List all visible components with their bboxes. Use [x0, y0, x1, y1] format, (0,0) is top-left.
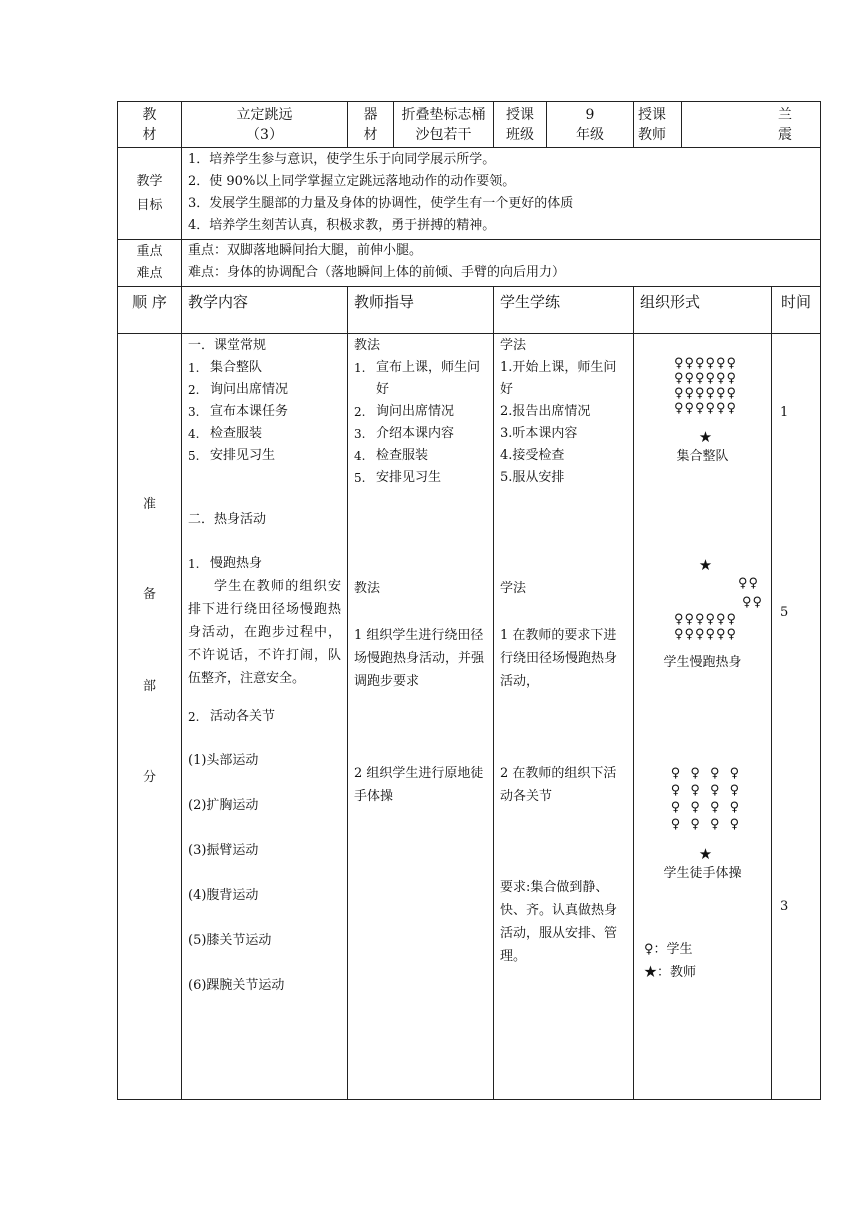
- section-char: 分: [142, 770, 156, 785]
- preparation-row: [118, 334, 821, 1100]
- material-value: 立定跳远 （3）: [182, 102, 348, 148]
- list-item: 5.服从安排: [500, 470, 565, 485]
- formation-label: 学生徒手体操: [663, 866, 742, 881]
- col-organization: 组织形式: [634, 287, 772, 334]
- student-column: [494, 334, 634, 1100]
- teacher-column: [348, 334, 494, 1100]
- exercise-item: (5)膝关节运动: [188, 933, 272, 948]
- key-point: 重点：双脚落地瞬间抬大腿，前伸小腿。: [188, 243, 423, 258]
- list-item: 2.报告出席情况: [500, 404, 591, 419]
- section-char: 备: [142, 587, 156, 602]
- list-item: 1.开始上课，师生问好: [500, 360, 617, 397]
- exercise-formation: [634, 765, 771, 885]
- organization-column: [634, 334, 772, 1100]
- formation-label: 集合整队: [676, 449, 729, 464]
- student-row: ♀ ♀ ♀ ♀: [670, 800, 741, 815]
- warmup-heading: 二．热身活动: [188, 512, 267, 527]
- equipment-value: 折叠垫标志桶 沙包若干: [394, 102, 494, 148]
- student-row: ♀ ♀ ♀ ♀: [670, 766, 741, 781]
- difficulty: 难点：身体的协调配合（落地瞬间上体的前倾、手臂的向后用力）: [188, 265, 566, 280]
- keypoints-row: [118, 240, 821, 287]
- goals-list: [182, 148, 821, 240]
- lesson-plan-table: [117, 101, 821, 1100]
- list-item: 5. 安排见习生: [188, 448, 276, 463]
- student-pair: ♀♀: [741, 595, 763, 610]
- student-row: ♀ ♀ ♀ ♀: [670, 783, 741, 798]
- teacher-joints: 2 组织学生进行原地徒手体操: [354, 766, 484, 804]
- student-row: ♀♀♀♀♀♀: [673, 356, 737, 371]
- list-item: 1. 集合整队: [188, 360, 263, 375]
- exercise-item: (6)踝腕关节运动: [188, 978, 285, 993]
- goal-item: 3．发展学生腿部的力量及身体的协调性，使学生有一个更好的体质: [188, 196, 574, 211]
- teaching-method: 教法: [354, 338, 381, 353]
- goal-item: 1．培养学生参与意识，使学生乐于向同学展示所学。: [188, 152, 496, 167]
- time-column: [772, 334, 821, 1100]
- class-label: 授课 班级: [494, 102, 547, 148]
- time-value: 5: [780, 605, 789, 620]
- section-char: 准: [142, 497, 156, 512]
- jog-title: 1. 慢跑热身: [188, 556, 263, 571]
- goal-item: 2．使 90%以上同学掌握立定跳远落地动作的动作要领。: [188, 174, 516, 189]
- student-requirement: 要求:集合做到静、快、齐。认真做热身活动，服从安排、管理。: [500, 880, 618, 964]
- keypoints-label: 重点 难点: [118, 240, 182, 287]
- col-teacher: 教师指导: [348, 287, 494, 334]
- student-row: ♀♀♀♀♀♀: [673, 401, 737, 416]
- col-content: 教学内容: [182, 287, 348, 334]
- teacher-value: 兰 震: [682, 102, 821, 148]
- learning-method: 学法: [500, 581, 527, 596]
- keypoints-text: [182, 240, 821, 287]
- legend-teacher: ★：教师: [644, 965, 697, 980]
- header-row: [118, 102, 821, 148]
- jog-formation: [634, 556, 771, 674]
- time-value: 1: [780, 405, 789, 420]
- list-item: 3. 宣布本课任务: [188, 404, 289, 419]
- teacher-star: ★: [698, 845, 713, 863]
- equipment-label: 器 材: [348, 102, 394, 148]
- list-item: 4.接受检查: [500, 448, 565, 463]
- material-label: 教 材: [118, 102, 182, 148]
- jog-description: 学生在教师的组织安排下进行绕田径场慢跑热身活动，在跑步过程中，不许说话，不许打闹，队伍整齐，注意安全。: [188, 579, 341, 686]
- student-joints: 2 在教师的组织下活动各关节: [500, 766, 617, 804]
- col-student: 学生学练: [494, 287, 634, 334]
- list-item: 5. 安排见习生: [354, 470, 442, 485]
- list-item: 2. 询问出席情况: [188, 382, 289, 397]
- exercise-item: (1)头部运动: [188, 753, 259, 768]
- exercise-item: (4)腹背运动: [188, 888, 259, 903]
- list-item: 4. 检查服装: [188, 426, 263, 441]
- list-item: 1. 宣布上课，师生问好: [354, 360, 481, 397]
- goals-label: 教学 目标: [118, 148, 182, 240]
- col-order: 顺 序: [118, 287, 182, 334]
- section-label: [118, 334, 182, 1100]
- teacher-star: ★: [698, 556, 713, 574]
- list-item: 4. 检查服装: [354, 448, 429, 463]
- student-row: ♀♀♀♀♀♀: [673, 627, 737, 642]
- column-header-row: [118, 287, 821, 334]
- routine-heading: 一．课堂常规: [188, 338, 267, 353]
- student-row: ♀♀♀♀♀♀: [673, 386, 737, 401]
- teacher-star: ★: [698, 428, 713, 446]
- list-item: 3. 介绍本课内容: [354, 426, 455, 441]
- student-row: ♀♀♀♀♀♀: [673, 612, 737, 627]
- col-time: 时间: [772, 287, 821, 334]
- teacher-jog: 1 组织学生进行绕田径场慢跑热身活动，并强调跑步要求: [354, 628, 485, 689]
- teaching-method: 教法: [354, 581, 381, 596]
- legend-student: ♀：学生: [644, 942, 693, 957]
- joints-title: 2. 活动各关节: [188, 709, 276, 724]
- teacher-label: 授课 教师: [634, 102, 682, 148]
- list-item: 3.听本课内容: [500, 426, 578, 441]
- goal-item: 4．培养学生刻苦认真，积极求教，勇于拼搏的精神。: [188, 218, 496, 233]
- student-jog: 1 在教师的要求下进行绕田径场慢跑热身活动，: [500, 628, 618, 689]
- time-value: 3: [780, 899, 789, 914]
- content-column: [182, 334, 348, 1100]
- exercise-item: (2)扩胸运动: [188, 798, 259, 813]
- student-row: ♀ ♀ ♀ ♀: [670, 817, 741, 832]
- student-row: ♀♀♀♀♀♀: [673, 371, 737, 386]
- exercise-item: (3)振臂运动: [188, 843, 259, 858]
- goals-row: [118, 148, 821, 240]
- assembly-formation: [634, 356, 771, 468]
- section-char: 部: [142, 679, 156, 694]
- learning-method: 学法: [500, 338, 527, 353]
- list-item: 2. 询问出席情况: [354, 404, 455, 419]
- lesson-plan-document: [117, 101, 820, 1098]
- formation-label: 学生慢跑热身: [663, 655, 742, 670]
- student-pair: ♀♀: [737, 576, 759, 591]
- class-value: 9 年级: [547, 102, 634, 148]
